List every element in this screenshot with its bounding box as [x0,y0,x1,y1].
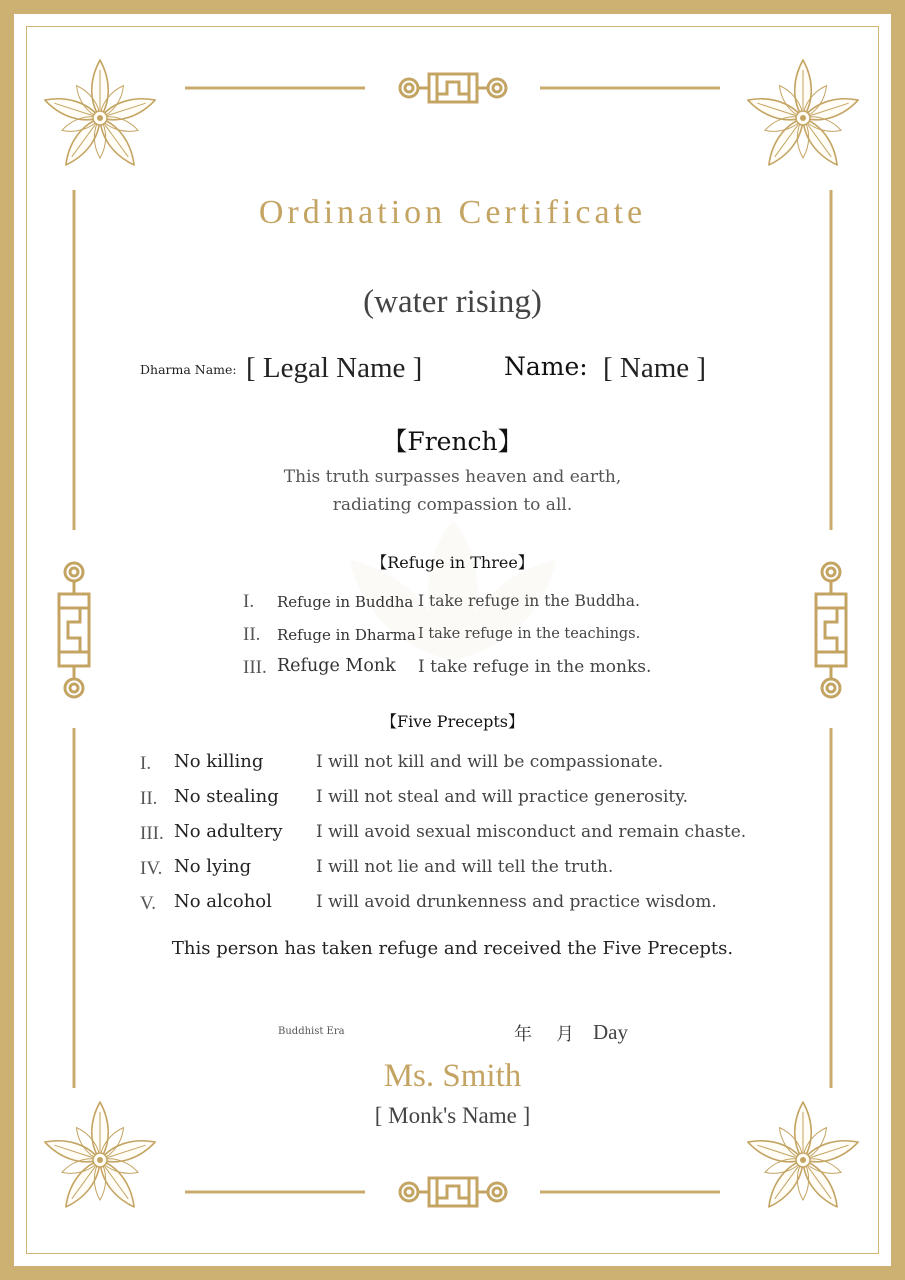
right-knot-ornament-icon [816,563,846,697]
precept-description: I will not lie and will tell the truth. [316,857,614,877]
certificate-subtitle: (water rising) [363,284,542,320]
precept-term: No alcohol [174,891,272,912]
precept-description: I will not steal and will practice generosity. [316,787,689,807]
date-month-label: 月 [556,1024,574,1045]
precept-description: I will avoid drunkenness and practice wisdom. [316,892,717,912]
refuge-number: II. [243,624,261,645]
dharma-name-label: Dharma Name: [140,362,237,377]
legal-name-placeholder: [ Legal Name ] [246,352,423,384]
precept-number: IV. [140,858,163,879]
precept-description: I will avoid sexual misconduct and remain chaste. [316,822,747,842]
dharma-heading: 【French】 [382,427,523,456]
precept-number: III. [140,823,164,844]
monk-name-placeholder: [ Monk's Name ] [374,1103,531,1128]
certificate-title: Ordination Certificate [258,194,647,231]
top-knot-ornament-icon [400,74,506,102]
lotus-top-left-icon [42,60,157,170]
signatory-name: Ms. Smith [383,1058,522,1094]
precept-term: No killing [174,751,264,772]
refuge-number: III. [243,657,267,678]
dharma-verse-line-2: radiating compassion to all. [332,495,573,515]
name-placeholder: [ Name ] [603,352,707,384]
name-label: Name: [504,352,588,381]
buddhist-era-label: Buddhist Era [278,1026,345,1037]
refuge-term: Refuge in Buddha [277,593,414,611]
precept-number: I. [140,753,152,774]
refuge-description: I take refuge in the monks. [418,657,652,677]
precept-number: V. [140,893,157,914]
precept-description: I will not kill and will be compassionate. [316,752,664,772]
date-day-label: Day [593,1020,628,1044]
precept-term: No lying [174,856,252,877]
precepts-statement: This person has taken refuge and received the Five Precepts. [171,938,734,959]
refuge-number: I. [243,591,255,612]
refuge-term: Refuge in Dharma [277,626,416,644]
bottom-knot-ornament-icon [400,1178,506,1206]
precepts-heading: 【Five Precepts】 [380,712,524,731]
dharma-verse-line-1: This truth surpasses heaven and earth, [283,467,622,487]
refuge-description: I take refuge in the Buddha. [418,592,640,610]
precept-number: II. [140,788,158,809]
lotus-top-right-icon [745,60,860,170]
left-knot-ornament-icon [59,563,89,697]
precept-term: No adultery [174,821,283,842]
precept-term: No stealing [174,786,279,807]
date-year-label: 年 [514,1024,532,1045]
refuge-heading: 【Refuge in Three】 [371,553,534,572]
refuge-description: I take refuge in the teachings. [418,626,641,642]
refuge-term: Refuge Monk [277,656,396,676]
